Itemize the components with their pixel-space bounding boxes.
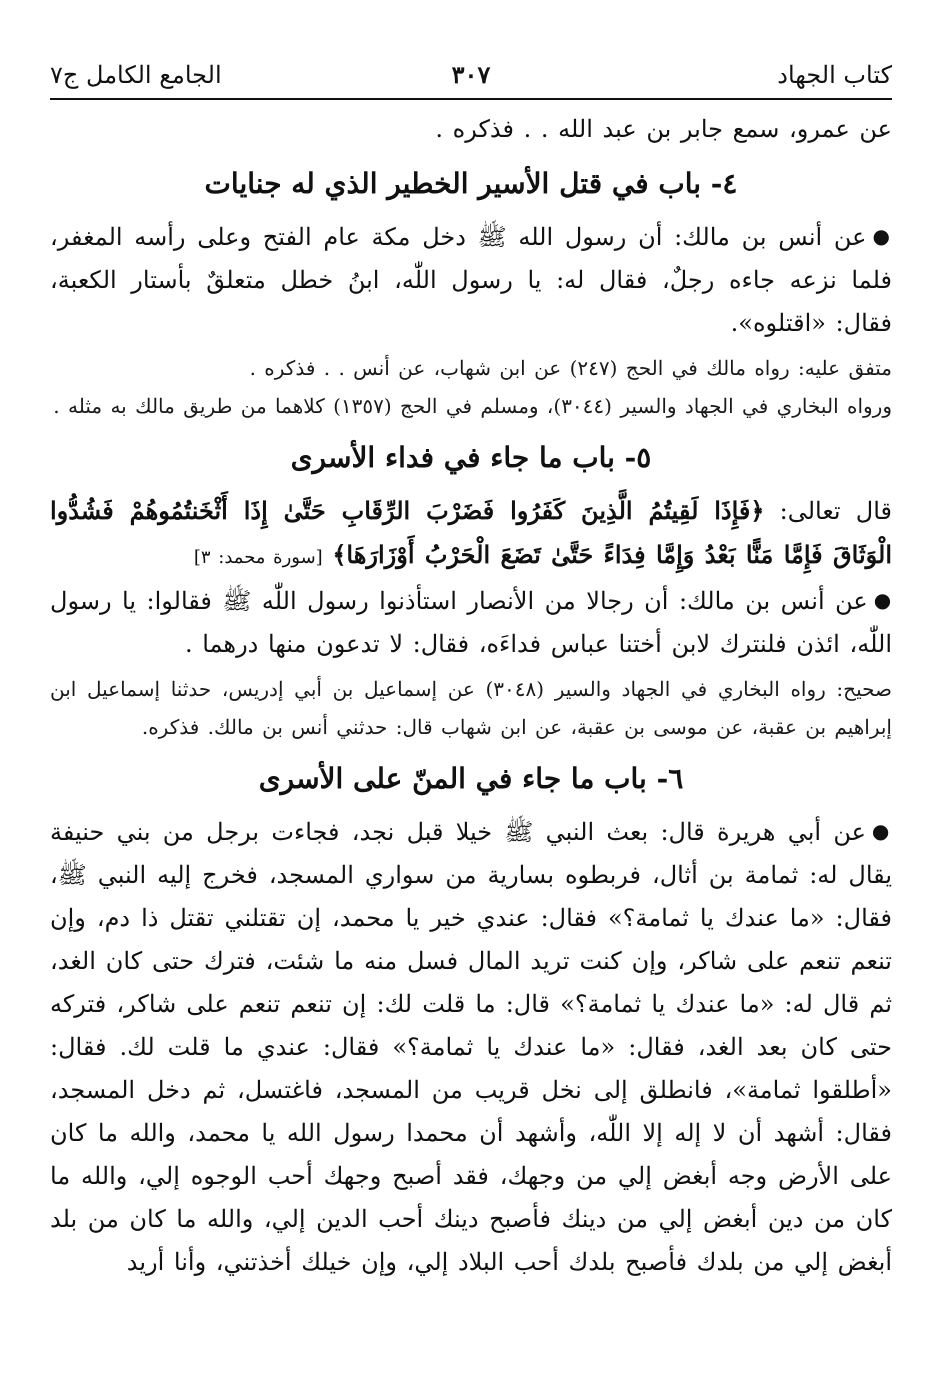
quran-verse: ﴿فَإِذَا لَقِيتُمُ الَّذِينَ كَفَرُوا فَضَرْبَ الرِّقَابِ حَتَّىٰ إِذَا أَثْخَنتُمُوهُمْ فَشُدُّوا الْوَثَاقَ فَإِمَّا مَنًّا بَعْدُ وَإِمَّا فِدَاءً حَتَّىٰ تَضَعَ الْحَرْبُ أَوْزَارَهَا﴾ bbox=[50, 496, 892, 569]
section5-hadith bbox=[50, 579, 892, 666]
bullet-icon: ● bbox=[872, 224, 892, 248]
book-title: كتاب الجهاد bbox=[777, 61, 892, 89]
section4-note2: ورواه البخاري في الجهاد والسير (٣٠٤٤)، ومسلم في الحج (١٣٥٧) كلاهما من طريق مالك به مثله . bbox=[53, 394, 892, 418]
verse-intro: قال تعالى: bbox=[779, 497, 892, 525]
section4-hadith bbox=[50, 215, 892, 345]
verse-reference: [سورة محمد: ٣] bbox=[193, 547, 323, 568]
volume-title: الجامع الكامل ج٧ bbox=[50, 61, 222, 89]
section4-note1: متفق عليه: رواه مالك في الحج (٢٤٧) عن ابن شهاب، عن أنس . . فذكره . bbox=[249, 356, 892, 380]
document-page bbox=[50, 50, 892, 1284]
section5-hadith-text: عن أنس بن مالك: أن رجالا من الأنصار استأذنوا رسول اللّٰه ﷺ فقالوا: يا رسول اللّٰه، ائذن فلنترك لابن أختنا عباس فداءَه، فقال: لا تدعون منها درهما . bbox=[50, 587, 892, 658]
section5-verse bbox=[50, 489, 892, 579]
page-header bbox=[50, 50, 892, 100]
bullet-icon: ● bbox=[871, 819, 892, 843]
section6-hadith bbox=[50, 810, 892, 1284]
section4-hadith-text: عن أنس بن مالك: أن رسول الله ﷺ دخل مكة عام الفتح وعلى رأسه المغفر، فلما نزعه جاءه رجلٌ، فقال له: يا رسول اللّٰه، ابنُ خطل متعلقٌ بأستار الكعبة، فقال: «اقتلوه». bbox=[50, 223, 892, 337]
bullet-icon: ● bbox=[873, 588, 892, 612]
section5-note: صحيح: رواه البخاري في الجهاد والسير (٣٠٤٨) عن إسماعيل بن أبي إدريس، حدثنا إسماعيل ابن إبراهيم بن عقبة، عن موسى بن عقبة، عن ابن شهاب قال: حدثني أنس بن مالك. فذكره. bbox=[50, 677, 893, 739]
opening-line: عن عمرو، سمع جابر بن عبد الله . . فذكره . bbox=[435, 115, 892, 143]
page-number: ٣٠٧ bbox=[451, 60, 491, 89]
section5-heading: ٥- باب ما جاء في فداء الأسرى bbox=[290, 441, 652, 474]
page-content bbox=[50, 108, 892, 1284]
section6-hadith-text: عن أبي هريرة قال: بعث النبي ﷺ خيلا قبل نجد، فجاءت برجل من بني حنيفة يقال له: ثمامة بن أثال، فربطوه بسارية من سواري المسجد، فخرج إليه النبي ﷺ، فقال: «ما عندك يا ثمامة؟» فقال: عندي خير يا محمد، إن تقتلني تقتل ذا دم، وإن تنعم تنعم على شاكر، وإن كنت تريد المال فسل منه ما شئت، فترك حتى كان الغد، ثم قال له: «ما عندك يا ثمامة؟» قال: ما قلت لك: إن تنعم تنعم على شاكر، فتركه حتى كان بعد الغد، فقال: «ما عندك يا ثمامة؟» فقال: عندي ما قلت لك. فقال: «أطلقوا ثمامة»، فانطلق إلى نخل قريب من المسجد، فاغتسل، ثم دخل المسجد، فقال: أشهد أن لا إله إلا اللّٰه، وأشهد أن محمدا رسول الله يا محمد، والله ما كان على الأرض وجه أبغض إلي من وجهك، فقد أصبح وجهك أحب الوجوه إلي، والله ما كان من دين أبغض إلي من دينك فأصبح دينك أحب الدين إلي، والله ما كان من بلد أبغض إلي من بلدك فأصبح بلدك أحب البلاد إلي، وإن خيلك أخذتني، وأنا أريد bbox=[50, 818, 892, 1276]
section6-heading: ٦- باب ما جاء في المنّ على الأسرى bbox=[258, 762, 684, 795]
section4-heading: ٤- باب في قتل الأسير الخطير الذي له جنايات bbox=[204, 167, 738, 200]
